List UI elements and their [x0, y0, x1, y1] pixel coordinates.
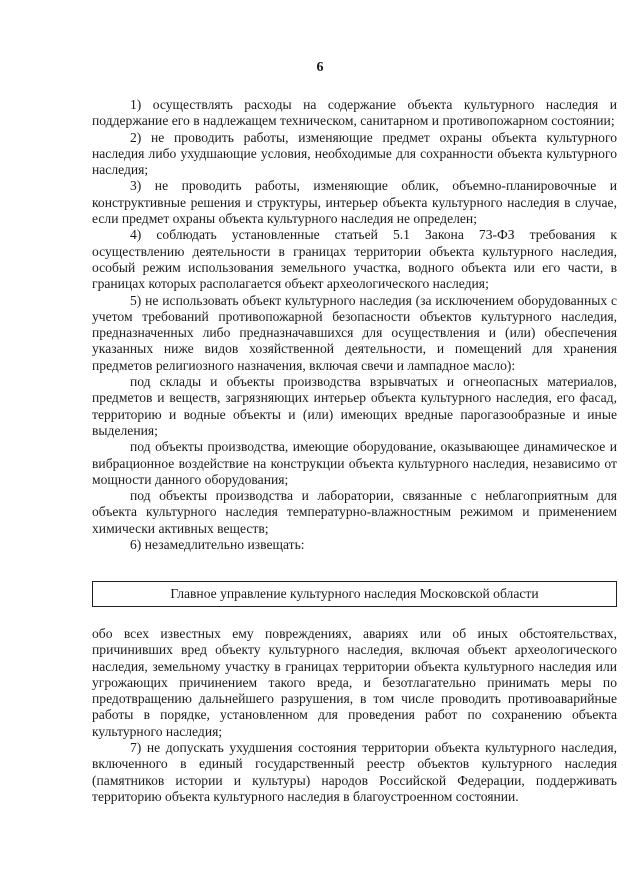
text-block-bottom	[92, 626, 617, 805]
paragraph-item-5-warehouses: под склады и объекты производства взрывчатых и огнеопасных материалов, предметов и веществ, загрязняющих интерьер объекта культурного наследия, его фасад, территорию и водные объекты и (или) имеющих вредные парогазообразные и иные выделения;	[92, 374, 617, 438]
paragraph-item-5-laboratories: под объекты производства и лаборатории, связанные с неблагоприятным для объекта культурного наследия температурно-влажностным режимом и применением химически активных веществ;	[92, 488, 617, 536]
paragraph-item-1: 1) осуществлять расходы на содержание объекта культурного наследия и поддержание его в надлежащем техническом, санитарном и противопожарном состоянии;	[92, 97, 617, 129]
paragraph-item-6-continuation: обо всех известных ему повреждениях, авариях или об иных обстоятельствах, причинивших вред объекту культурного наследия, включая объект археологического наследия, земельному участку в границах территории объекта культурного наследия или угрожающих причинением такого вреда, и безотлагательно принимать меры по предотвращению дальнейшего разрушения, в том числе проводить противоаварийные работы в порядке, установленном для проведения работ по сохранению объекта культурного наследия;	[92, 626, 617, 739]
paragraph-item-2: 2) не проводить работы, изменяющие предмет охраны объекта культурного наследия либо ухудшающие условия, необходимые для сохранности объекта культурного наследия;	[92, 129, 617, 178]
paragraph-item-5: 5) не использовать объект культурного наследия (за исключением оборудованных с учетом требований противопожарной безопасности объектов культурного наследия, предназначенных либо предназначавшихся для осуществления и (или) обеспечения указанных ниже видов хозяйственной деятельности, и помещений для хранения предметов религиозного назначения, включая свечи и лампадное масло):	[92, 292, 617, 373]
authority-box: Главное управление культурного наследия Московской области	[92, 581, 617, 607]
paragraph-item-6: 6) незамедлительно извещать:	[130, 537, 305, 553]
paragraph-item-7: 7) не допускать ухудшения состояния территории объекта культурного наследия, включенного в единый государственный реестр объектов культурного наследия (памятников истории и культуры) народов Российской Федерации, поддерживать территорию объекта культурного наследия в благоустроенном состоянии.	[92, 740, 617, 804]
paragraph-item-4: 4) соблюдать установленные статьей 5.1 Закона 73-ФЗ требования к осуществлению деятельности в границах территории объекта культурного наследия, особый режим использования земельного участка, водного объекта или его части, в границах которых располагается объект археологического наследия;	[92, 227, 617, 292]
text-block-top	[92, 97, 617, 553]
paragraph-item-3: 3) не проводить работы, изменяющие облик, объемно-планировочные и конструктивные решения и структуры, интерьер объекта культурного наследия в случае, если предмет охраны объекта культурного наследия не определен;	[92, 178, 617, 227]
page-number: 6	[316, 60, 324, 75]
paragraph-item-5-production: под объекты производства, имеющие оборудование, оказывающее динамическое и вибрационное воздействие на конструкции объекта культурного наследия, независимо от мощности данного оборудования;	[92, 439, 617, 487]
